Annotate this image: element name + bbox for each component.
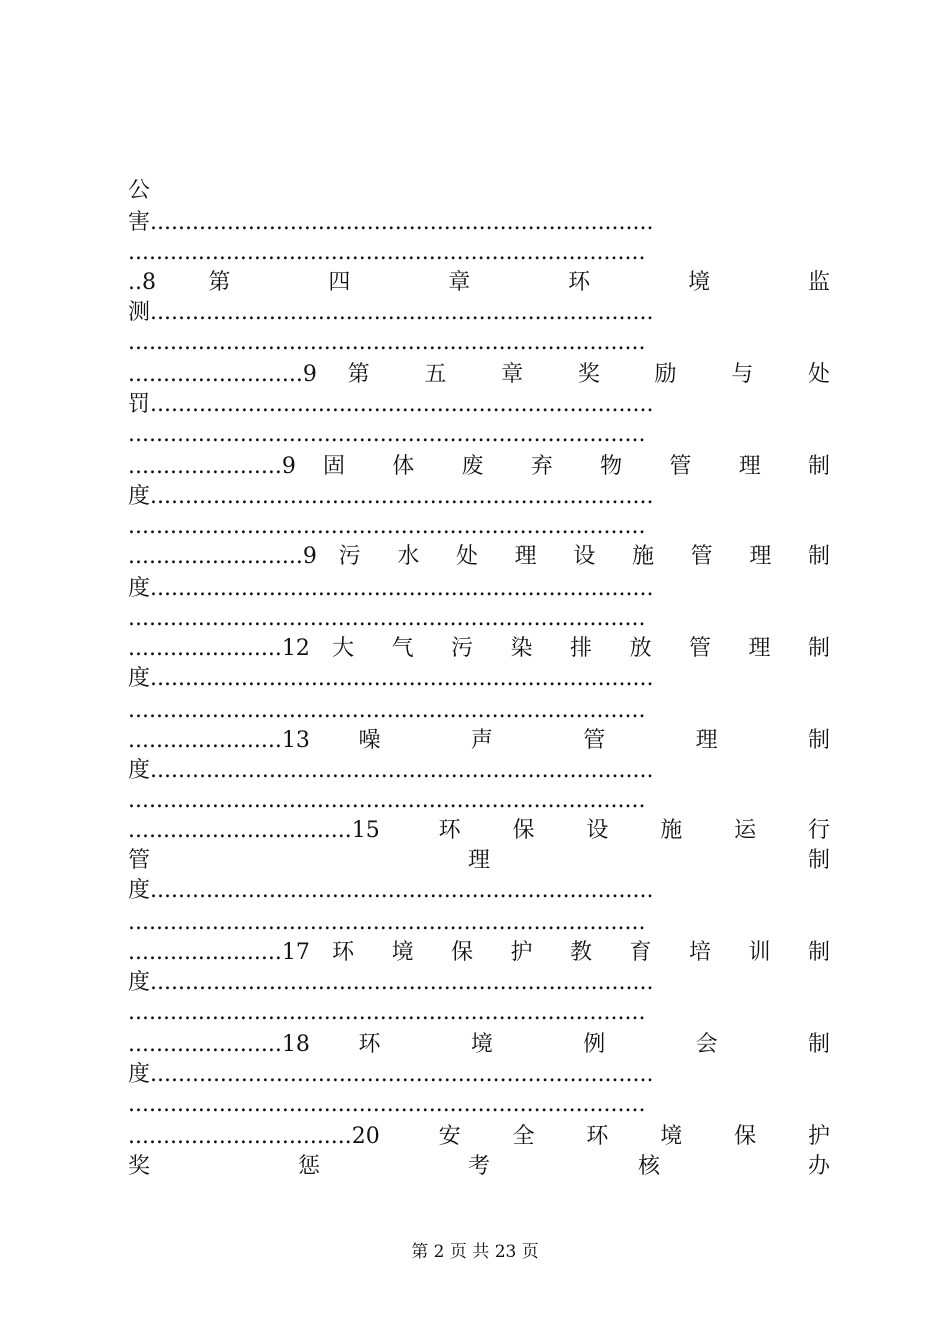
toc-line: ................................15 环保设施运行 bbox=[128, 818, 830, 843]
toc-line: .......................................................................... bbox=[128, 910, 646, 935]
toc-line: 度........................................................................ bbox=[128, 970, 654, 995]
toc-line: 度........................................................................ bbox=[128, 1062, 654, 1087]
toc-line: 度........................................................................ bbox=[128, 576, 654, 601]
toc-line: 度........................................................................ bbox=[128, 484, 654, 509]
toc-line: ......................12 大 气 污 染 排 放 管 理 制 bbox=[128, 636, 830, 661]
toc-line: ................................20 安全环境保护 bbox=[128, 1124, 830, 1149]
toc-line: ......................18 环 境 例 会 制 bbox=[128, 1032, 830, 1057]
toc-line: ......................9 固 体 废 弃 物 管 理 制 bbox=[128, 454, 830, 479]
toc-line: 奖 惩 考 核 办 bbox=[128, 1154, 830, 1179]
toc-line: .......................................................................... bbox=[128, 606, 646, 631]
toc-line: .......................................................................... bbox=[128, 1000, 646, 1025]
toc-line: 测........................................................................ bbox=[128, 300, 654, 325]
toc-line: ......................17 环 境 保 护 教 育 培 训 制 bbox=[128, 940, 830, 965]
toc-line: 罚........................................................................ bbox=[128, 392, 654, 417]
toc-line: .........................9 第 五 章 奖 励 与 处 bbox=[128, 362, 830, 387]
toc-line: 度........................................................................ bbox=[128, 666, 654, 691]
toc-line: .........................9 污 水 处 理 设 施 管 理 制 bbox=[128, 544, 830, 569]
toc-line: 度........................................................................ bbox=[128, 758, 654, 783]
toc-line: .......................................................................... bbox=[128, 240, 646, 265]
toc-line: .......................................................................... bbox=[128, 514, 646, 539]
toc-line: 害........................................................................ bbox=[128, 210, 654, 235]
toc-line: 公 bbox=[128, 178, 151, 203]
toc-line: .......................................................................... bbox=[128, 1092, 646, 1117]
toc-line: ......................13 噪 声 管 理 制 bbox=[128, 728, 830, 753]
toc-line: .......................................................................... bbox=[128, 422, 646, 447]
toc-line: 管 理 制 bbox=[128, 848, 830, 873]
toc-line: .......................................................................... bbox=[128, 330, 646, 355]
toc-line: 度........................................................................ bbox=[128, 878, 654, 903]
toc-line: ..8 第 四 章 环 境 监 bbox=[128, 270, 830, 295]
toc-line: .......................................................................... bbox=[128, 698, 646, 723]
toc-line: .......................................................................... bbox=[128, 788, 646, 813]
page-footer: 第 2 页 共 23 页 bbox=[411, 1242, 539, 1262]
